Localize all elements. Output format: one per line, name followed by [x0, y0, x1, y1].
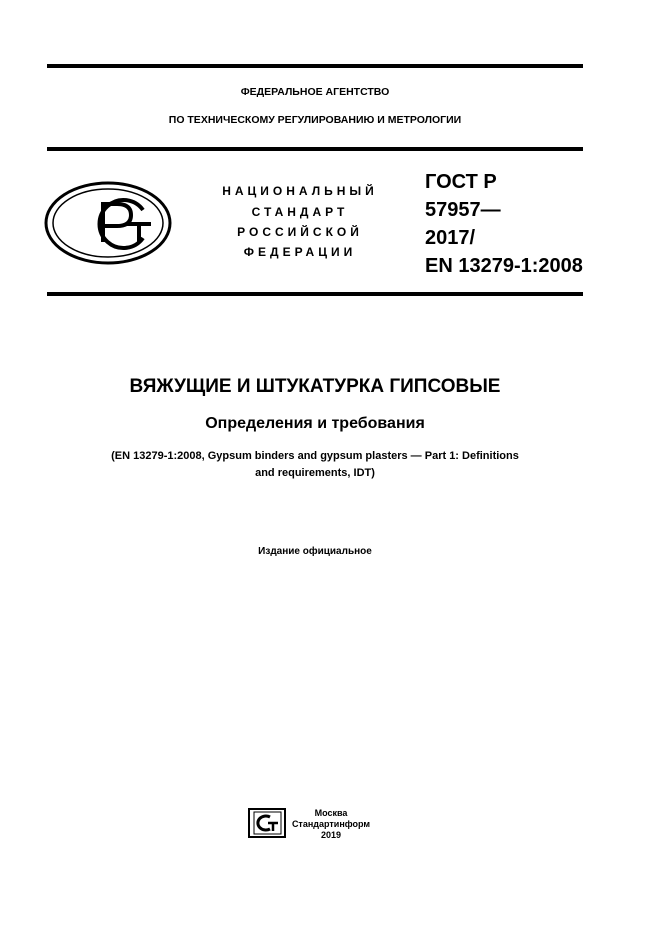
en-reference-line-2: and requirements, IDT)	[255, 467, 375, 479]
document-subtitle: Определения и требования	[205, 415, 425, 432]
national-line-1: НАЦИОНАЛЬНЫЙ	[222, 184, 378, 198]
publisher-city: Москва	[314, 808, 348, 818]
national-line-4: ФЕДЕРАЦИИ	[243, 245, 357, 259]
designation-line-4: EN 13279-1:2008	[425, 255, 583, 277]
document-title: ВЯЖУЩИЕ И ШТУКАТУРКА ГИПСОВЫЕ	[129, 376, 501, 397]
en-reference	[47, 448, 583, 482]
standartinform-logo-icon	[248, 808, 286, 838]
upper-middle-rule	[47, 147, 583, 151]
national-line-2: СТАНДАРТ	[251, 205, 349, 219]
designation-line-3: 2017/	[425, 227, 476, 249]
designation-line-2: 57957—	[425, 199, 501, 221]
national-line-3: РОССИЙСКОЙ	[237, 225, 363, 239]
gost-r-logo-icon	[43, 180, 173, 266]
publisher-name: Стандартинформ	[291, 819, 371, 829]
designation-line-1: ГОСТ Р	[425, 171, 497, 193]
publisher-year: 2019	[320, 830, 342, 840]
en-reference-line-1: (EN 13279-1:2008, Gypsum binders and gypsum plasters — Part 1: Definitions	[111, 450, 519, 462]
lower-middle-rule	[47, 292, 583, 296]
agency-line-2: ПО ТЕХНИЧЕСКОМУ РЕГУЛИРОВАНИЮ И МЕТРОЛОГИИ	[168, 114, 462, 126]
top-rule	[47, 64, 583, 68]
official-edition-label: Издание официальное	[258, 546, 372, 557]
agency-line-1: ФЕДЕРАЛЬНОЕ АГЕНТСТВО	[240, 86, 390, 98]
